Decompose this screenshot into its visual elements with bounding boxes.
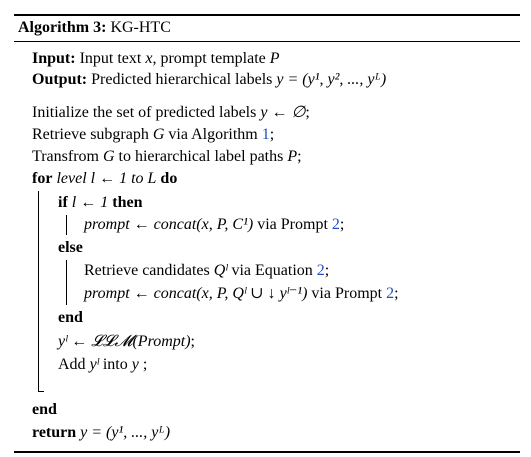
algorithm-ref-link[interactable]: 1 [261, 126, 270, 143]
prompt-ref-link-1[interactable]: 2 [331, 216, 340, 233]
output-keyword: Output: [32, 71, 88, 88]
end-for-line: end [32, 401, 57, 418]
retrieve-line: Retrieve subgraph G via Algorithm 1; [32, 126, 275, 143]
end-if-line: end [58, 309, 83, 326]
else-line: else [58, 239, 83, 256]
input-line: Input: Input text x, prompt template P [32, 50, 280, 67]
equation-ref-link[interactable]: 2 [316, 262, 325, 279]
prompt-ref-link-2[interactable]: 2 [386, 285, 395, 302]
llm-line: yˡ ← 𝓛𝓛𝓜(Prompt); [58, 333, 195, 350]
prompt2-line: prompt ← concat(x, P, Qˡ ∪ ↓ yˡ⁻¹) via Prompt 2; [84, 285, 399, 302]
algorithm-name: KG-HTC [110, 19, 171, 36]
algorithm-label: Algorithm 3: [18, 19, 107, 36]
output-math: y = (y¹, y², ..., yᴸ) [276, 71, 387, 88]
return-line: return y = (y¹, ..., yᴸ) [32, 424, 171, 441]
if-line: if l ← 1 then [58, 194, 143, 211]
else-block-bar [66, 260, 67, 305]
prompt1-line: prompt ← concat(x, P, C¹) via Prompt 2; [84, 216, 345, 233]
header-rule [14, 41, 520, 42]
candidates-line: Retrieve candidates Qˡ via Equation 2; [84, 262, 330, 279]
for-block-bar [38, 191, 39, 392]
then-block-bar [66, 215, 67, 235]
for-block-tick [38, 391, 44, 392]
algorithm-title [18, 18, 171, 38]
add-line: Add yˡ into y ; [58, 356, 148, 373]
output-line: Output: Predicted hierarchical labels y = (y¹, y², ..., yᴸ) [32, 71, 387, 88]
transform-line: Transfrom G to hierarchical label paths P; [32, 148, 302, 165]
bottom-rule [14, 451, 520, 453]
top-rule [14, 14, 520, 16]
input-keyword: Input: [32, 50, 76, 67]
for-line: for level l ← 1 to L do [32, 170, 178, 187]
init-line: Initialize the set of predicted labels y ← ∅; [32, 104, 310, 121]
